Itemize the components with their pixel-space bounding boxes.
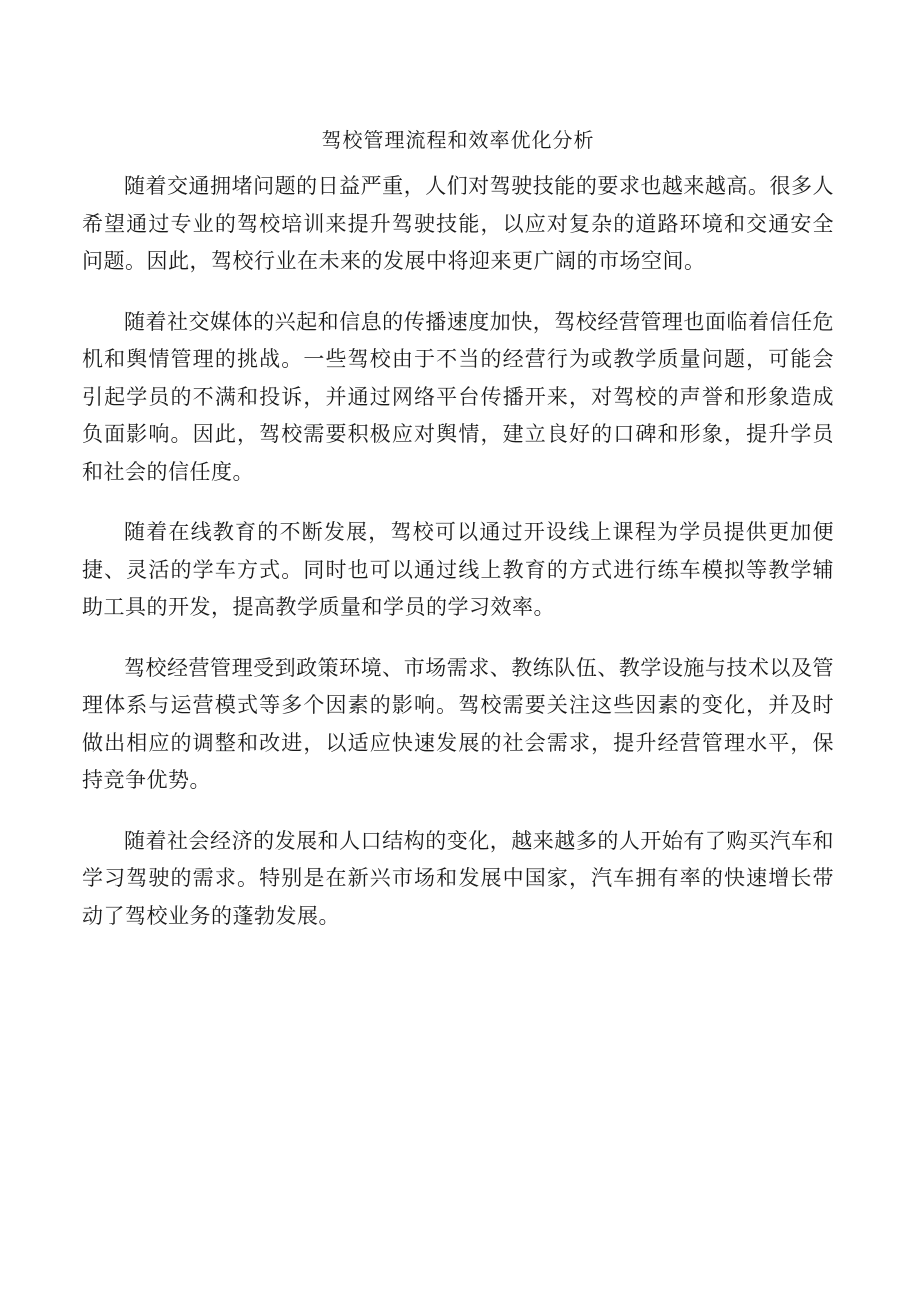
document-page	[82, 122, 834, 958]
paragraph-1: 随着交通拥堵问题的日益严重，人们对驾驶技能的要求也越来越高。很多人希望通过专业的驾校培训来提升驾驶技能，以应对复杂的道路环境和交通安全问题。因此，驾校行业在未来的发展中将迎来更广阔的市场空间。	[82, 174, 834, 273]
paragraph-2: 随着社交媒体的兴起和信息的传播速度加快，驾校经营管理也面临着信任危机和舆情管理的挑战。一些驾校由于不当的经营行为或教学质量问题，可能会引起学员的不满和投诉，并通过网络平台传播开来，对驾校的声誉和形象造成负面影响。因此，驾校需要积极应对舆情，建立良好的口碑和形象，提升学员和社会的信任度。	[82, 309, 834, 484]
paragraph-4: 驾校经营管理受到政策环境、市场需求、教练队伍、教学设施与技术以及管理体系与运营模式等多个因素的影响。驾校需要关注这些因素的变化，并及时做出相应的调整和改进，以适应快速发展的社会需求，提升经营管理水平，保持竞争优势。	[82, 655, 834, 792]
document-title: 驾校管理流程和效率优化分析	[321, 128, 595, 152]
paragraph-5: 随着社会经济的发展和人口结构的变化，越来越多的人开始有了购买汽车和学习驾驶的需求。特别是在新兴市场和发展中国家，汽车拥有率的快速增长带动了驾校业务的蓬勃发展。	[82, 828, 834, 928]
paragraph-3: 随着在线教育的不断发展，驾校可以通过开设线上课程为学员提供更加便捷、灵活的学车方式。同时也可以通过线上教育的方式进行练车模拟等教学辅助工具的开发，提高教学质量和学员的学习效率。	[82, 520, 834, 619]
